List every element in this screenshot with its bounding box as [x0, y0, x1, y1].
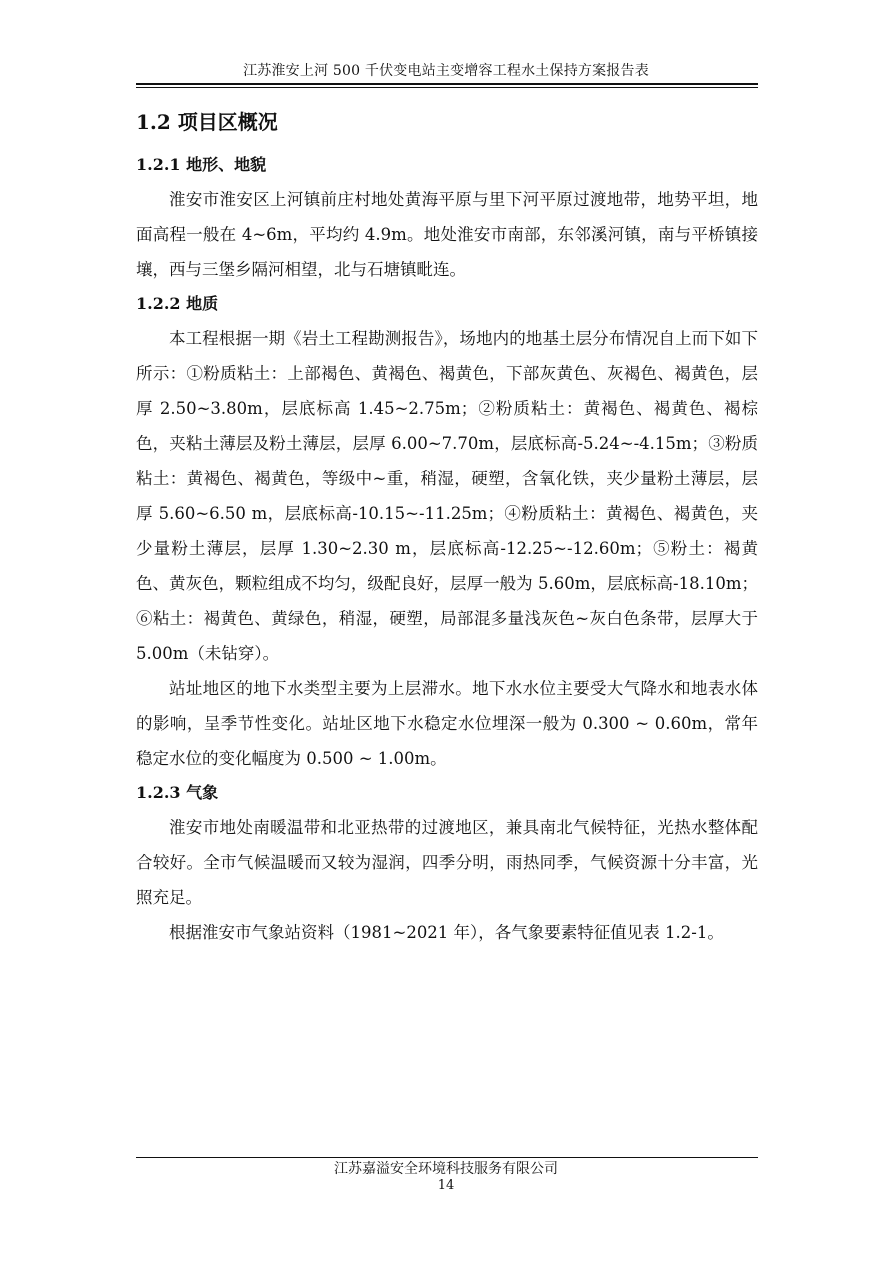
climate-paragraph-data-source: 根据淮安市气象站资料（1981~2021 年），各气象要素特征值见表 1.2-1。 [169, 923, 724, 942]
running-header-title: 江苏淮安上河 500 千伏变电站主变增容工程水土保持方案报告表 [243, 63, 649, 79]
footer-company-name: 江苏嘉溢安全环境科技服务有限公司 [334, 1161, 558, 1177]
section-heading: 1.2 项目区概况 [136, 110, 278, 134]
subsection-heading-climate: 1.2.3 气象 [136, 783, 219, 802]
geology-paragraph-strata: 本工程根据一期《岩土工程勘测报告》，场地内的地基土层分布情况自上而下如下所示：①粉质粘土：上部褐色、黄褐色、褐黄色，下部灰黄色、灰褐色、褐黄色，层厚 2.50~3.80m，层底标高 1.45~2.75m；②粉质粘土：黄褐色、褐黄色、褐棕色，夹粘土薄层及粉土薄层，层厚 6.00~7.70m，层底标高-5.24~-4.15m；③粉质粘土：黄褐色、褐黄色，等级中~重，稍湿，硬塑，含氧化铁，夹少量粉土薄层，层厚 5.60~6.50 m，层底标高-10.15~-11.25m；④粉质粘土：黄褐色、褐黄色，夹少量粉土薄层，层厚 1.30~2.30 m，层底标高-12.25~-12.60m；⑤粉土：褐黄色、黄灰色，颗粒组成不均匀，级配良好，层厚一般为 5.60m，层底标高-18.10m；⑥粘土：褐黄色、黄绿色，稍湿，硬塑，局部混多量浅灰色~灰白色条带，层厚大于 5.00m（未钻穿）。 [136, 329, 758, 663]
subsection-heading-terrain: 1.2.1 地形、地貌 [136, 155, 267, 174]
page-number: 14 [437, 1178, 455, 1193]
subsection-heading-geology: 1.2.2 地质 [136, 294, 219, 313]
terrain-paragraph: 淮安市淮安区上河镇前庄村地处黄海平原与里下河平原过渡地带，地势平坦，地面高程一般在 4~6m，平均约 4.9m。地处淮安市南部，东邻溪河镇，南与平桥镇接壤，西与三堡乡隔河相望，北与石塘镇毗连。 [136, 190, 758, 279]
geology-paragraph-groundwater: 站址地区的地下水类型主要为上层滞水。地下水水位主要受大气降水和地表水体的影响，呈季节性变化。站址区地下水稳定水位埋深一般为 0.300 ~ 0.60m，常年稳定水位的变化幅度为 0.500 ~ 1.00m。 [136, 679, 758, 768]
climate-paragraph-overview: 淮安市地处南暖温带和北亚热带的过渡地区，兼具南北气候特征，光热水整体配合较好。全市气候温暖而又较为湿润，四季分明，雨热同季，气候资源十分丰富，光照充足。 [136, 818, 758, 907]
footer-rule [136, 1157, 758, 1158]
header-rule-thick [136, 83, 758, 85]
header-rule-thin [136, 87, 758, 88]
main-content [136, 108, 758, 950]
